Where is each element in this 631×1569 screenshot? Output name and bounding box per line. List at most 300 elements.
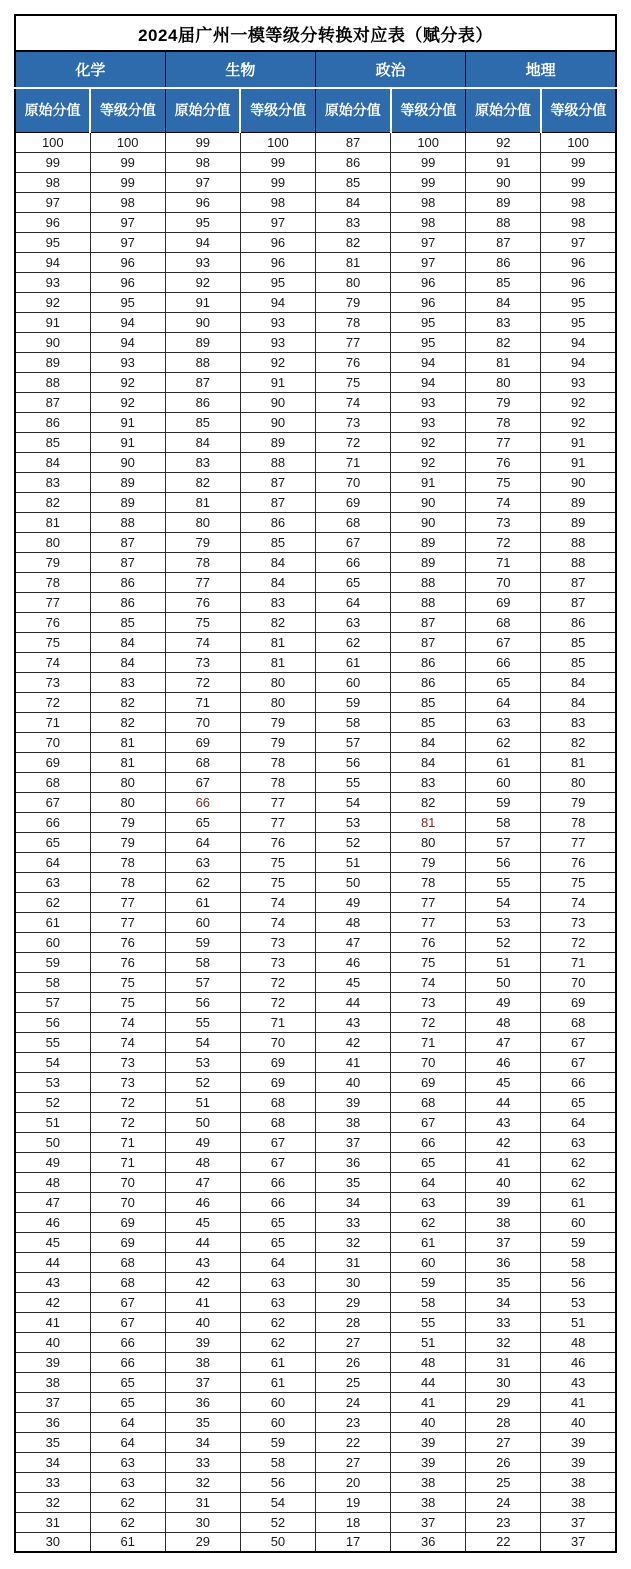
score-cell: 91 <box>240 372 315 392</box>
score-cell: 40 <box>165 1312 240 1332</box>
score-cell: 72 <box>541 932 616 952</box>
score-cell: 39 <box>391 1452 466 1472</box>
score-cell: 88 <box>15 372 90 392</box>
score-cell: 78 <box>240 752 315 772</box>
score-cell: 46 <box>541 1352 616 1372</box>
score-cell: 62 <box>391 1212 466 1232</box>
score-cell: 62 <box>240 1332 315 1352</box>
score-cell: 60 <box>541 1212 616 1232</box>
score-cell: 68 <box>240 1092 315 1112</box>
table-row <box>15 432 616 452</box>
score-cell: 68 <box>90 1252 165 1272</box>
score-cell: 54 <box>466 892 541 912</box>
score-cell: 62 <box>165 872 240 892</box>
score-cell: 94 <box>90 332 165 352</box>
score-cell: 87 <box>240 472 315 492</box>
score-cell: 36 <box>316 1152 391 1172</box>
table-row <box>15 572 616 592</box>
score-cell: 19 <box>316 1492 391 1512</box>
score-cell: 67 <box>240 1132 315 1152</box>
score-cell: 60 <box>165 912 240 932</box>
score-cell: 85 <box>391 692 466 712</box>
score-cell: 41 <box>165 1292 240 1312</box>
table-row <box>15 312 616 332</box>
score-cell: 86 <box>165 392 240 412</box>
score-cell: 69 <box>391 1072 466 1092</box>
column-header-row <box>15 88 616 132</box>
score-cell: 68 <box>240 1112 315 1132</box>
score-cell: 45 <box>466 1072 541 1092</box>
score-cell: 93 <box>15 272 90 292</box>
table-row <box>15 1292 616 1312</box>
score-cell: 22 <box>466 1532 541 1552</box>
score-cell: 69 <box>541 992 616 1012</box>
score-cell: 78 <box>90 872 165 892</box>
score-cell: 84 <box>466 292 541 312</box>
score-cell: 70 <box>90 1172 165 1192</box>
score-cell: 79 <box>541 792 616 812</box>
score-cell: 95 <box>541 292 616 312</box>
subject-row <box>15 51 616 88</box>
score-cell: 92 <box>541 412 616 432</box>
score-cell: 66 <box>316 552 391 572</box>
score-cell: 35 <box>15 1432 90 1452</box>
score-cell: 90 <box>15 332 90 352</box>
score-cell: 91 <box>391 472 466 492</box>
score-cell: 98 <box>90 192 165 212</box>
score-cell: 83 <box>316 212 391 232</box>
table-row <box>15 632 616 652</box>
score-cell: 97 <box>165 172 240 192</box>
score-cell: 65 <box>391 1152 466 1172</box>
score-cell: 70 <box>391 1052 466 1072</box>
score-cell: 38 <box>391 1492 466 1512</box>
score-cell: 75 <box>541 872 616 892</box>
score-cell: 39 <box>466 1192 541 1212</box>
score-cell: 58 <box>240 1452 315 1472</box>
score-cell: 92 <box>15 292 90 312</box>
score-cell: 46 <box>165 1192 240 1212</box>
table-row <box>15 1052 616 1072</box>
score-table-body <box>15 132 616 1552</box>
score-cell: 73 <box>165 652 240 672</box>
score-cell: 64 <box>90 1412 165 1432</box>
score-cell: 70 <box>15 732 90 752</box>
score-cell: 81 <box>541 752 616 772</box>
score-cell: 84 <box>391 752 466 772</box>
score-cell: 71 <box>240 1012 315 1032</box>
score-cell: 74 <box>165 632 240 652</box>
score-cell: 56 <box>541 1272 616 1292</box>
score-cell: 91 <box>90 432 165 452</box>
table-row <box>15 472 616 492</box>
score-cell: 95 <box>541 312 616 332</box>
table-row <box>15 1272 616 1292</box>
score-cell: 88 <box>466 212 541 232</box>
score-cell: 57 <box>15 992 90 1012</box>
score-cell: 62 <box>541 1172 616 1192</box>
table-row <box>15 412 616 432</box>
score-cell: 34 <box>15 1452 90 1472</box>
score-cell: 95 <box>15 232 90 252</box>
header-geography-grade: 等级分值 <box>541 88 616 132</box>
score-cell: 41 <box>466 1152 541 1172</box>
subject-politics: 政治 <box>316 51 466 88</box>
score-cell: 41 <box>15 1312 90 1332</box>
score-cell: 87 <box>240 492 315 512</box>
score-cell: 27 <box>466 1432 541 1452</box>
score-cell: 61 <box>316 652 391 672</box>
score-cell: 82 <box>90 692 165 712</box>
score-cell: 85 <box>541 652 616 672</box>
header-biology-original: 原始分值 <box>165 88 240 132</box>
score-cell: 87 <box>541 572 616 592</box>
table-row <box>15 1112 616 1132</box>
score-cell: 73 <box>316 412 391 432</box>
score-cell: 92 <box>466 132 541 152</box>
score-cell: 63 <box>316 612 391 632</box>
table-row <box>15 1432 616 1452</box>
score-cell: 95 <box>240 272 315 292</box>
table-row <box>15 512 616 532</box>
score-cell: 66 <box>240 1172 315 1192</box>
score-cell: 86 <box>316 152 391 172</box>
score-cell: 64 <box>541 1112 616 1132</box>
score-cell: 73 <box>90 1052 165 1072</box>
table-row <box>15 372 616 392</box>
score-cell: 60 <box>15 932 90 952</box>
score-cell: 59 <box>165 932 240 952</box>
score-cell: 87 <box>541 592 616 612</box>
score-cell: 33 <box>15 1472 90 1492</box>
score-cell: 89 <box>541 512 616 532</box>
score-cell: 77 <box>90 892 165 912</box>
score-cell: 89 <box>165 332 240 352</box>
score-cell: 45 <box>15 1232 90 1252</box>
score-cell: 38 <box>15 1372 90 1392</box>
score-cell: 95 <box>90 292 165 312</box>
score-cell: 81 <box>15 512 90 532</box>
score-cell: 87 <box>466 232 541 252</box>
score-cell: 71 <box>466 552 541 572</box>
score-cell: 83 <box>541 712 616 732</box>
score-cell: 72 <box>391 1012 466 1032</box>
score-cell: 67 <box>90 1292 165 1312</box>
score-cell: 24 <box>316 1392 391 1412</box>
score-cell: 63 <box>165 852 240 872</box>
score-cell: 39 <box>165 1332 240 1352</box>
score-cell: 98 <box>541 192 616 212</box>
score-cell: 56 <box>240 1472 315 1492</box>
table-row <box>15 352 616 372</box>
score-cell: 91 <box>90 412 165 432</box>
score-cell: 87 <box>90 552 165 572</box>
score-cell: 80 <box>240 692 315 712</box>
score-cell: 77 <box>165 572 240 592</box>
score-cell: 100 <box>541 132 616 152</box>
table-row <box>15 532 616 552</box>
score-cell: 80 <box>15 532 90 552</box>
score-cell: 73 <box>240 952 315 972</box>
score-cell: 72 <box>240 972 315 992</box>
score-cell: 38 <box>165 1352 240 1372</box>
score-cell: 71 <box>165 692 240 712</box>
score-cell: 91 <box>15 312 90 332</box>
score-cell: 93 <box>240 332 315 352</box>
score-cell: 84 <box>90 652 165 672</box>
score-cell: 82 <box>240 612 315 632</box>
score-cell: 99 <box>541 152 616 172</box>
score-cell: 53 <box>466 912 541 932</box>
score-cell: 65 <box>541 1092 616 1112</box>
score-cell: 100 <box>391 132 466 152</box>
score-cell: 67 <box>466 632 541 652</box>
score-cell: 44 <box>391 1372 466 1392</box>
table-row <box>15 1012 616 1032</box>
score-cell: 91 <box>466 152 541 172</box>
score-cell: 60 <box>316 672 391 692</box>
score-cell: 31 <box>15 1512 90 1532</box>
score-cell: 50 <box>240 1532 315 1552</box>
score-cell: 42 <box>165 1272 240 1292</box>
score-cell: 82 <box>391 792 466 812</box>
score-cell: 64 <box>165 832 240 852</box>
score-cell: 43 <box>316 1012 391 1032</box>
score-cell: 97 <box>15 192 90 212</box>
score-cell: 41 <box>316 1052 391 1072</box>
score-cell: 75 <box>391 952 466 972</box>
score-cell: 33 <box>165 1452 240 1472</box>
score-cell: 69 <box>90 1212 165 1232</box>
score-cell: 63 <box>90 1472 165 1492</box>
score-cell: 55 <box>165 1012 240 1032</box>
table-row <box>15 932 616 952</box>
score-cell: 63 <box>15 872 90 892</box>
table-row <box>15 392 616 412</box>
score-cell: 77 <box>15 592 90 612</box>
score-cell: 81 <box>316 252 391 272</box>
score-cell: 94 <box>541 332 616 352</box>
score-cell: 86 <box>391 672 466 692</box>
score-cell: 94 <box>541 352 616 372</box>
score-cell: 90 <box>541 472 616 492</box>
score-cell: 80 <box>541 772 616 792</box>
table-row <box>15 132 616 152</box>
score-cell: 32 <box>466 1332 541 1352</box>
table-row <box>15 152 616 172</box>
score-cell: 53 <box>541 1292 616 1312</box>
score-cell: 92 <box>240 352 315 372</box>
score-cell: 94 <box>391 352 466 372</box>
score-cell: 65 <box>466 672 541 692</box>
score-cell: 69 <box>316 492 391 512</box>
score-cell: 92 <box>90 372 165 392</box>
header-chemistry-original: 原始分值 <box>15 88 90 132</box>
table-row <box>15 332 616 352</box>
score-cell: 68 <box>15 772 90 792</box>
score-cell: 62 <box>466 732 541 752</box>
score-cell: 71 <box>541 952 616 972</box>
score-cell: 99 <box>240 172 315 192</box>
score-cell: 54 <box>15 1052 90 1072</box>
score-cell: 73 <box>466 512 541 532</box>
table-row <box>15 252 616 272</box>
score-cell: 96 <box>240 232 315 252</box>
score-cell: 62 <box>316 632 391 652</box>
score-cell: 96 <box>90 272 165 292</box>
score-cell: 80 <box>90 792 165 812</box>
table-row <box>15 832 616 852</box>
score-cell: 78 <box>165 552 240 572</box>
score-cell: 67 <box>391 1112 466 1132</box>
score-cell: 94 <box>391 372 466 392</box>
score-cell: 79 <box>90 832 165 852</box>
score-cell: 57 <box>466 832 541 852</box>
table-row <box>15 672 616 692</box>
table-row <box>15 1512 616 1532</box>
subject-chemistry: 化学 <box>15 51 165 88</box>
score-cell: 40 <box>316 1072 391 1092</box>
score-cell: 23 <box>316 1412 391 1432</box>
table-row <box>15 812 616 832</box>
score-cell: 40 <box>541 1412 616 1432</box>
score-cell: 44 <box>466 1092 541 1112</box>
score-cell: 48 <box>541 1332 616 1352</box>
score-cell: 41 <box>541 1392 616 1412</box>
score-cell: 60 <box>391 1252 466 1272</box>
score-cell: 59 <box>541 1232 616 1252</box>
score-cell: 58 <box>165 952 240 972</box>
score-cell: 38 <box>466 1212 541 1232</box>
subject-biology: 生物 <box>165 51 315 88</box>
score-cell: 89 <box>466 192 541 212</box>
table-row <box>15 1252 616 1272</box>
score-cell: 47 <box>165 1172 240 1192</box>
score-cell: 31 <box>316 1252 391 1272</box>
score-cell: 37 <box>541 1532 616 1552</box>
score-cell: 99 <box>240 152 315 172</box>
score-cell: 48 <box>391 1352 466 1372</box>
score-cell: 73 <box>90 1072 165 1092</box>
score-cell: 78 <box>316 312 391 332</box>
score-cell: 80 <box>316 272 391 292</box>
score-cell: 18 <box>316 1512 391 1532</box>
score-cell: 72 <box>240 992 315 1012</box>
score-cell: 77 <box>316 332 391 352</box>
score-cell: 49 <box>466 992 541 1012</box>
score-cell: 78 <box>240 772 315 792</box>
score-cell: 64 <box>90 1432 165 1452</box>
score-cell: 77 <box>391 892 466 912</box>
score-cell: 85 <box>466 272 541 292</box>
score-cell: 91 <box>165 292 240 312</box>
score-cell: 49 <box>15 1152 90 1172</box>
score-cell: 37 <box>391 1512 466 1532</box>
score-cell: 90 <box>90 452 165 472</box>
score-cell: 52 <box>316 832 391 852</box>
table-row <box>15 752 616 772</box>
score-cell: 74 <box>90 1032 165 1052</box>
score-cell: 97 <box>391 252 466 272</box>
score-cell: 91 <box>541 432 616 452</box>
score-cell: 25 <box>316 1372 391 1392</box>
score-cell: 98 <box>541 212 616 232</box>
score-cell: 29 <box>316 1292 391 1312</box>
score-cell: 87 <box>15 392 90 412</box>
score-cell: 49 <box>165 1132 240 1152</box>
score-cell: 70 <box>165 712 240 732</box>
table-row <box>15 732 616 752</box>
score-cell: 35 <box>165 1412 240 1432</box>
score-cell: 61 <box>391 1232 466 1252</box>
table-row <box>15 952 616 972</box>
score-cell: 37 <box>466 1232 541 1252</box>
score-cell: 58 <box>391 1292 466 1312</box>
score-cell: 65 <box>165 812 240 832</box>
score-cell: 62 <box>15 892 90 912</box>
table-row <box>15 872 616 892</box>
score-cell: 93 <box>240 312 315 332</box>
score-cell: 59 <box>15 952 90 972</box>
score-cell: 79 <box>466 392 541 412</box>
score-cell: 81 <box>240 652 315 672</box>
score-cell: 97 <box>541 232 616 252</box>
score-cell: 96 <box>541 252 616 272</box>
score-cell: 79 <box>316 292 391 312</box>
score-cell: 70 <box>316 472 391 492</box>
score-cell: 81 <box>466 352 541 372</box>
score-cell: 39 <box>541 1432 616 1452</box>
score-cell: 99 <box>165 132 240 152</box>
score-cell: 85 <box>240 532 315 552</box>
score-cell: 44 <box>316 992 391 1012</box>
score-cell: 76 <box>316 352 391 372</box>
score-cell: 93 <box>391 412 466 432</box>
score-cell: 67 <box>240 1152 315 1172</box>
score-cell: 83 <box>15 472 90 492</box>
score-cell: 43 <box>541 1372 616 1392</box>
score-cell-highlighted: 81 <box>391 812 466 832</box>
score-cell: 72 <box>466 532 541 552</box>
score-cell: 55 <box>466 872 541 892</box>
score-cell: 67 <box>541 1032 616 1052</box>
score-cell: 84 <box>15 452 90 472</box>
table-row <box>15 712 616 732</box>
score-cell: 99 <box>391 172 466 192</box>
score-cell: 79 <box>90 812 165 832</box>
score-cell: 58 <box>541 1252 616 1272</box>
table-row <box>15 292 616 312</box>
score-cell: 98 <box>391 192 466 212</box>
score-cell: 55 <box>316 772 391 792</box>
score-cell: 48 <box>165 1152 240 1172</box>
score-cell: 90 <box>240 392 315 412</box>
score-cell: 73 <box>240 932 315 952</box>
score-cell: 30 <box>165 1512 240 1532</box>
score-cell: 26 <box>316 1352 391 1372</box>
score-cell: 56 <box>15 1012 90 1032</box>
score-cell: 44 <box>165 1232 240 1252</box>
score-cell: 70 <box>240 1032 315 1052</box>
score-cell: 66 <box>15 812 90 832</box>
table-row <box>15 1172 616 1192</box>
table-row <box>15 912 616 932</box>
score-cell: 89 <box>90 492 165 512</box>
score-cell: 83 <box>466 312 541 332</box>
score-cell: 85 <box>316 172 391 192</box>
score-cell: 86 <box>90 572 165 592</box>
score-cell: 92 <box>391 432 466 452</box>
